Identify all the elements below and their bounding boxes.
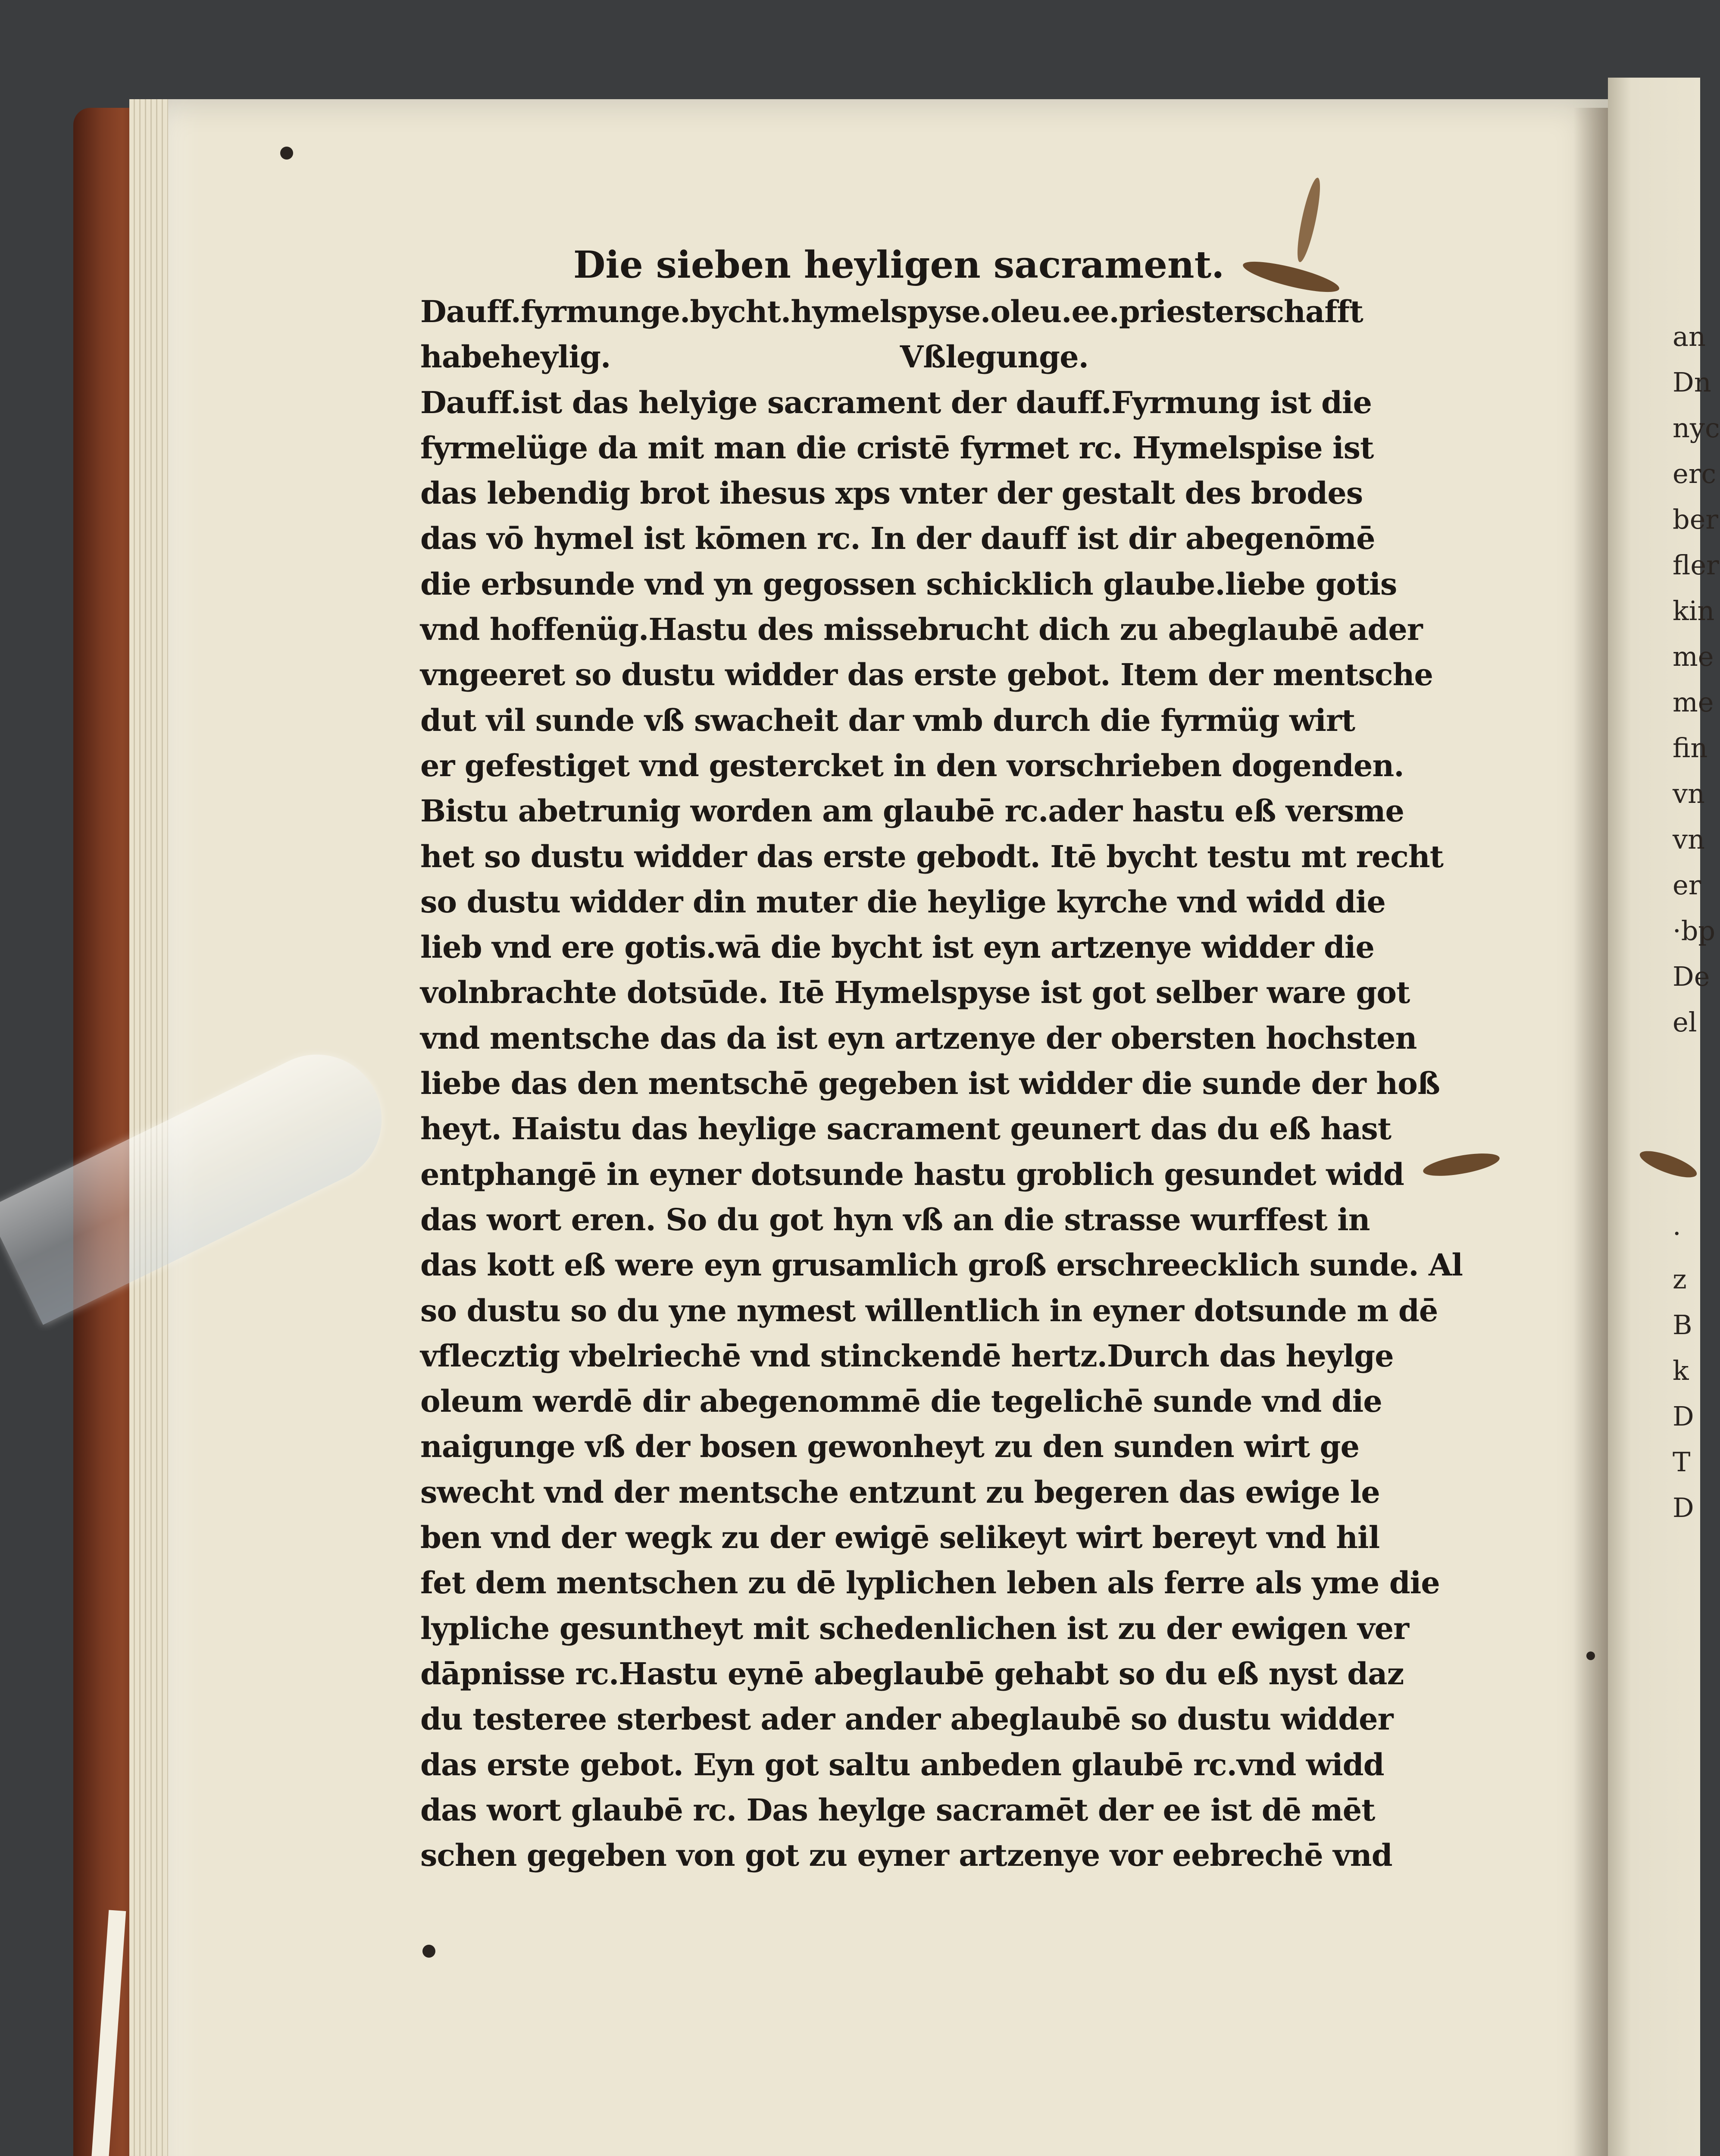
facing-page-text-upper bbox=[1673, 321, 1720, 1055]
facing-page-fragment: Dn bbox=[1673, 367, 1711, 398]
text-line: fet dem mentschen zu dē lyplichen leben als ferre als yme die bbox=[420, 1565, 1440, 1601]
page-title: Die sieben heyligen sacrament. bbox=[573, 243, 1225, 287]
body-lines bbox=[420, 380, 1463, 1878]
text-line: dāpnisse rc.Hastu eynē abeglaubē gehabt so du eß nyst daz bbox=[420, 1655, 1404, 1692]
text-line: lieb vnd ere gotis.wā die bycht ist eyn artzenye widder die bbox=[420, 929, 1374, 965]
facing-page-fragment: ·bp bbox=[1673, 915, 1716, 946]
text-line: oleum werdē dir abegenommē die tegelichē sunde vnd die bbox=[420, 1383, 1382, 1420]
facing-page-text-lower bbox=[1673, 1220, 1700, 1540]
text-line: naigunge vß der bosen gewonheyt zu den sunden wirt ge bbox=[420, 1429, 1359, 1465]
text-line: lypliche gesuntheyt mit schedenlichen ist zu der ewigen ver bbox=[420, 1610, 1409, 1646]
text-line: entphangē in eyner dotsunde hastu groblich gesundet widd bbox=[420, 1156, 1404, 1192]
text-line: das lebendig brot ihesus xps vnter der gestalt des brodes bbox=[420, 475, 1363, 511]
text-line: vnd hoffenüg.Hastu des missebrucht dich zu abeglaubē ader bbox=[420, 611, 1423, 648]
ink-dot bbox=[1586, 1651, 1595, 1660]
text-line bbox=[420, 334, 1088, 379]
text-line: Bistu abetrunig worden am glaubē rc.ader hastu eß versme bbox=[420, 793, 1404, 829]
facing-page-fragment: er bbox=[1673, 869, 1701, 901]
text-line: das wort glaubē rc. Das heylge sacramēt der ee ist dē mēt bbox=[420, 1792, 1375, 1828]
text-line: das wort eren. So du got hyn vß an die strasse wurffest in bbox=[420, 1201, 1370, 1238]
text-line: vngeeret so dustu widder das erste gebot. Item der mentsche bbox=[420, 657, 1433, 693]
text-line: Dauff.ist das helyige sacrament der dauff.Fyrmung ist die bbox=[420, 384, 1372, 420]
facing-page-fragment: ber bbox=[1673, 504, 1719, 535]
facing-page-fragment: · bbox=[1673, 1218, 1681, 1249]
facing-page-fragment: De bbox=[1673, 961, 1710, 992]
text-line: du testeree sterbest ader ander abeglaubē so dustu widder bbox=[420, 1701, 1393, 1737]
facing-page-fragment: nyc bbox=[1673, 412, 1720, 444]
text-line: vnd mentsche das da ist eyn artzenye der obersten hochsten bbox=[420, 1020, 1417, 1056]
text-line: das vō hymel ist kōmen rc. In der dauff ist dir abegenōmē bbox=[420, 520, 1375, 557]
ink-dot bbox=[280, 147, 293, 160]
ink-dot bbox=[422, 1945, 435, 1958]
facing-page-fragment: me bbox=[1673, 641, 1714, 672]
text-line-left: habeheylig. bbox=[420, 339, 611, 375]
text-line: schen gegeben von got zu eyner artzenye vor eebrechē vnd bbox=[420, 1837, 1392, 1874]
text-line: fyrmelüge da mit man die cristē fyrmet rc. Hymelspise ist bbox=[420, 429, 1374, 466]
facing-page-fragment: D bbox=[1673, 1492, 1694, 1523]
facing-page-fragment: el bbox=[1673, 1006, 1697, 1038]
text-line: er gefestiget vnd gestercket in den vorschrieben dogenden. bbox=[420, 747, 1404, 783]
facing-page-fragment: an bbox=[1673, 321, 1706, 352]
text-line: das kott eß were eyn grusamlich groß erschreecklich sunde. Al bbox=[420, 1247, 1463, 1283]
page-text bbox=[420, 241, 1463, 1878]
text-line: dut vil sunde vß swacheit dar vmb durch die fyrmüg wirt bbox=[420, 702, 1355, 738]
facing-page-fragment: kin bbox=[1673, 595, 1715, 627]
text-line: so dustu widder din muter die heylige kyrche vnd widd die bbox=[420, 884, 1385, 920]
text-line: volnbrachte dotsūde. Itē Hymelspyse ist got selber ware got bbox=[420, 975, 1410, 1011]
facing-page-fragment: T bbox=[1673, 1446, 1691, 1478]
text-line: das erste gebot. Eyn got saltu anbeden glaubē rc.vnd widd bbox=[420, 1746, 1384, 1783]
facing-page-fragment: B bbox=[1673, 1309, 1692, 1341]
facing-page-fragment: vn bbox=[1673, 824, 1705, 855]
text-line: liebe das den mentschē gegeben ist widder die sunde der hoß bbox=[420, 1065, 1440, 1102]
text-line: het so dustu widder das erste gebodt. Itē bycht testu mt recht bbox=[420, 838, 1443, 874]
facing-page-fragment: fin bbox=[1673, 732, 1708, 764]
facing-page-fragment: me bbox=[1673, 686, 1714, 718]
facing-page-fragment: k bbox=[1673, 1355, 1689, 1386]
text-line: vflecztig vbelriechē vnd stinckendē hertz.Durch das heylge bbox=[420, 1338, 1394, 1374]
text-line: heyt. Haistu das heylige sacrament geunert das du eß hast bbox=[420, 1111, 1392, 1147]
facing-page-fragment: D bbox=[1673, 1401, 1694, 1432]
facing-page-fragment: z bbox=[1673, 1263, 1687, 1295]
text-line: swecht vnd der mentsche entzunt zu begeren das ewige le bbox=[420, 1474, 1380, 1510]
section-heading: Vßlegunge. bbox=[900, 339, 1088, 375]
facing-page-fragment: erc bbox=[1673, 458, 1717, 489]
text-line: Dauff.fyrmunge.bycht.hymelspyse.oleu.ee.priesterschafft bbox=[420, 294, 1363, 329]
text-line: ben vnd der wegk zu der ewigē selikeyt wirt bereyt vnd hil bbox=[420, 1520, 1380, 1556]
text-line: die erbsunde vnd yn gegossen schicklich glaube.liebe gotis bbox=[420, 566, 1397, 602]
facing-page-fragment: fler bbox=[1673, 549, 1719, 581]
facing-page-fragment: vn bbox=[1673, 778, 1705, 809]
text-line: so dustu so du yne nymest willentlich in eyner dotsunde m dē bbox=[420, 1292, 1438, 1329]
